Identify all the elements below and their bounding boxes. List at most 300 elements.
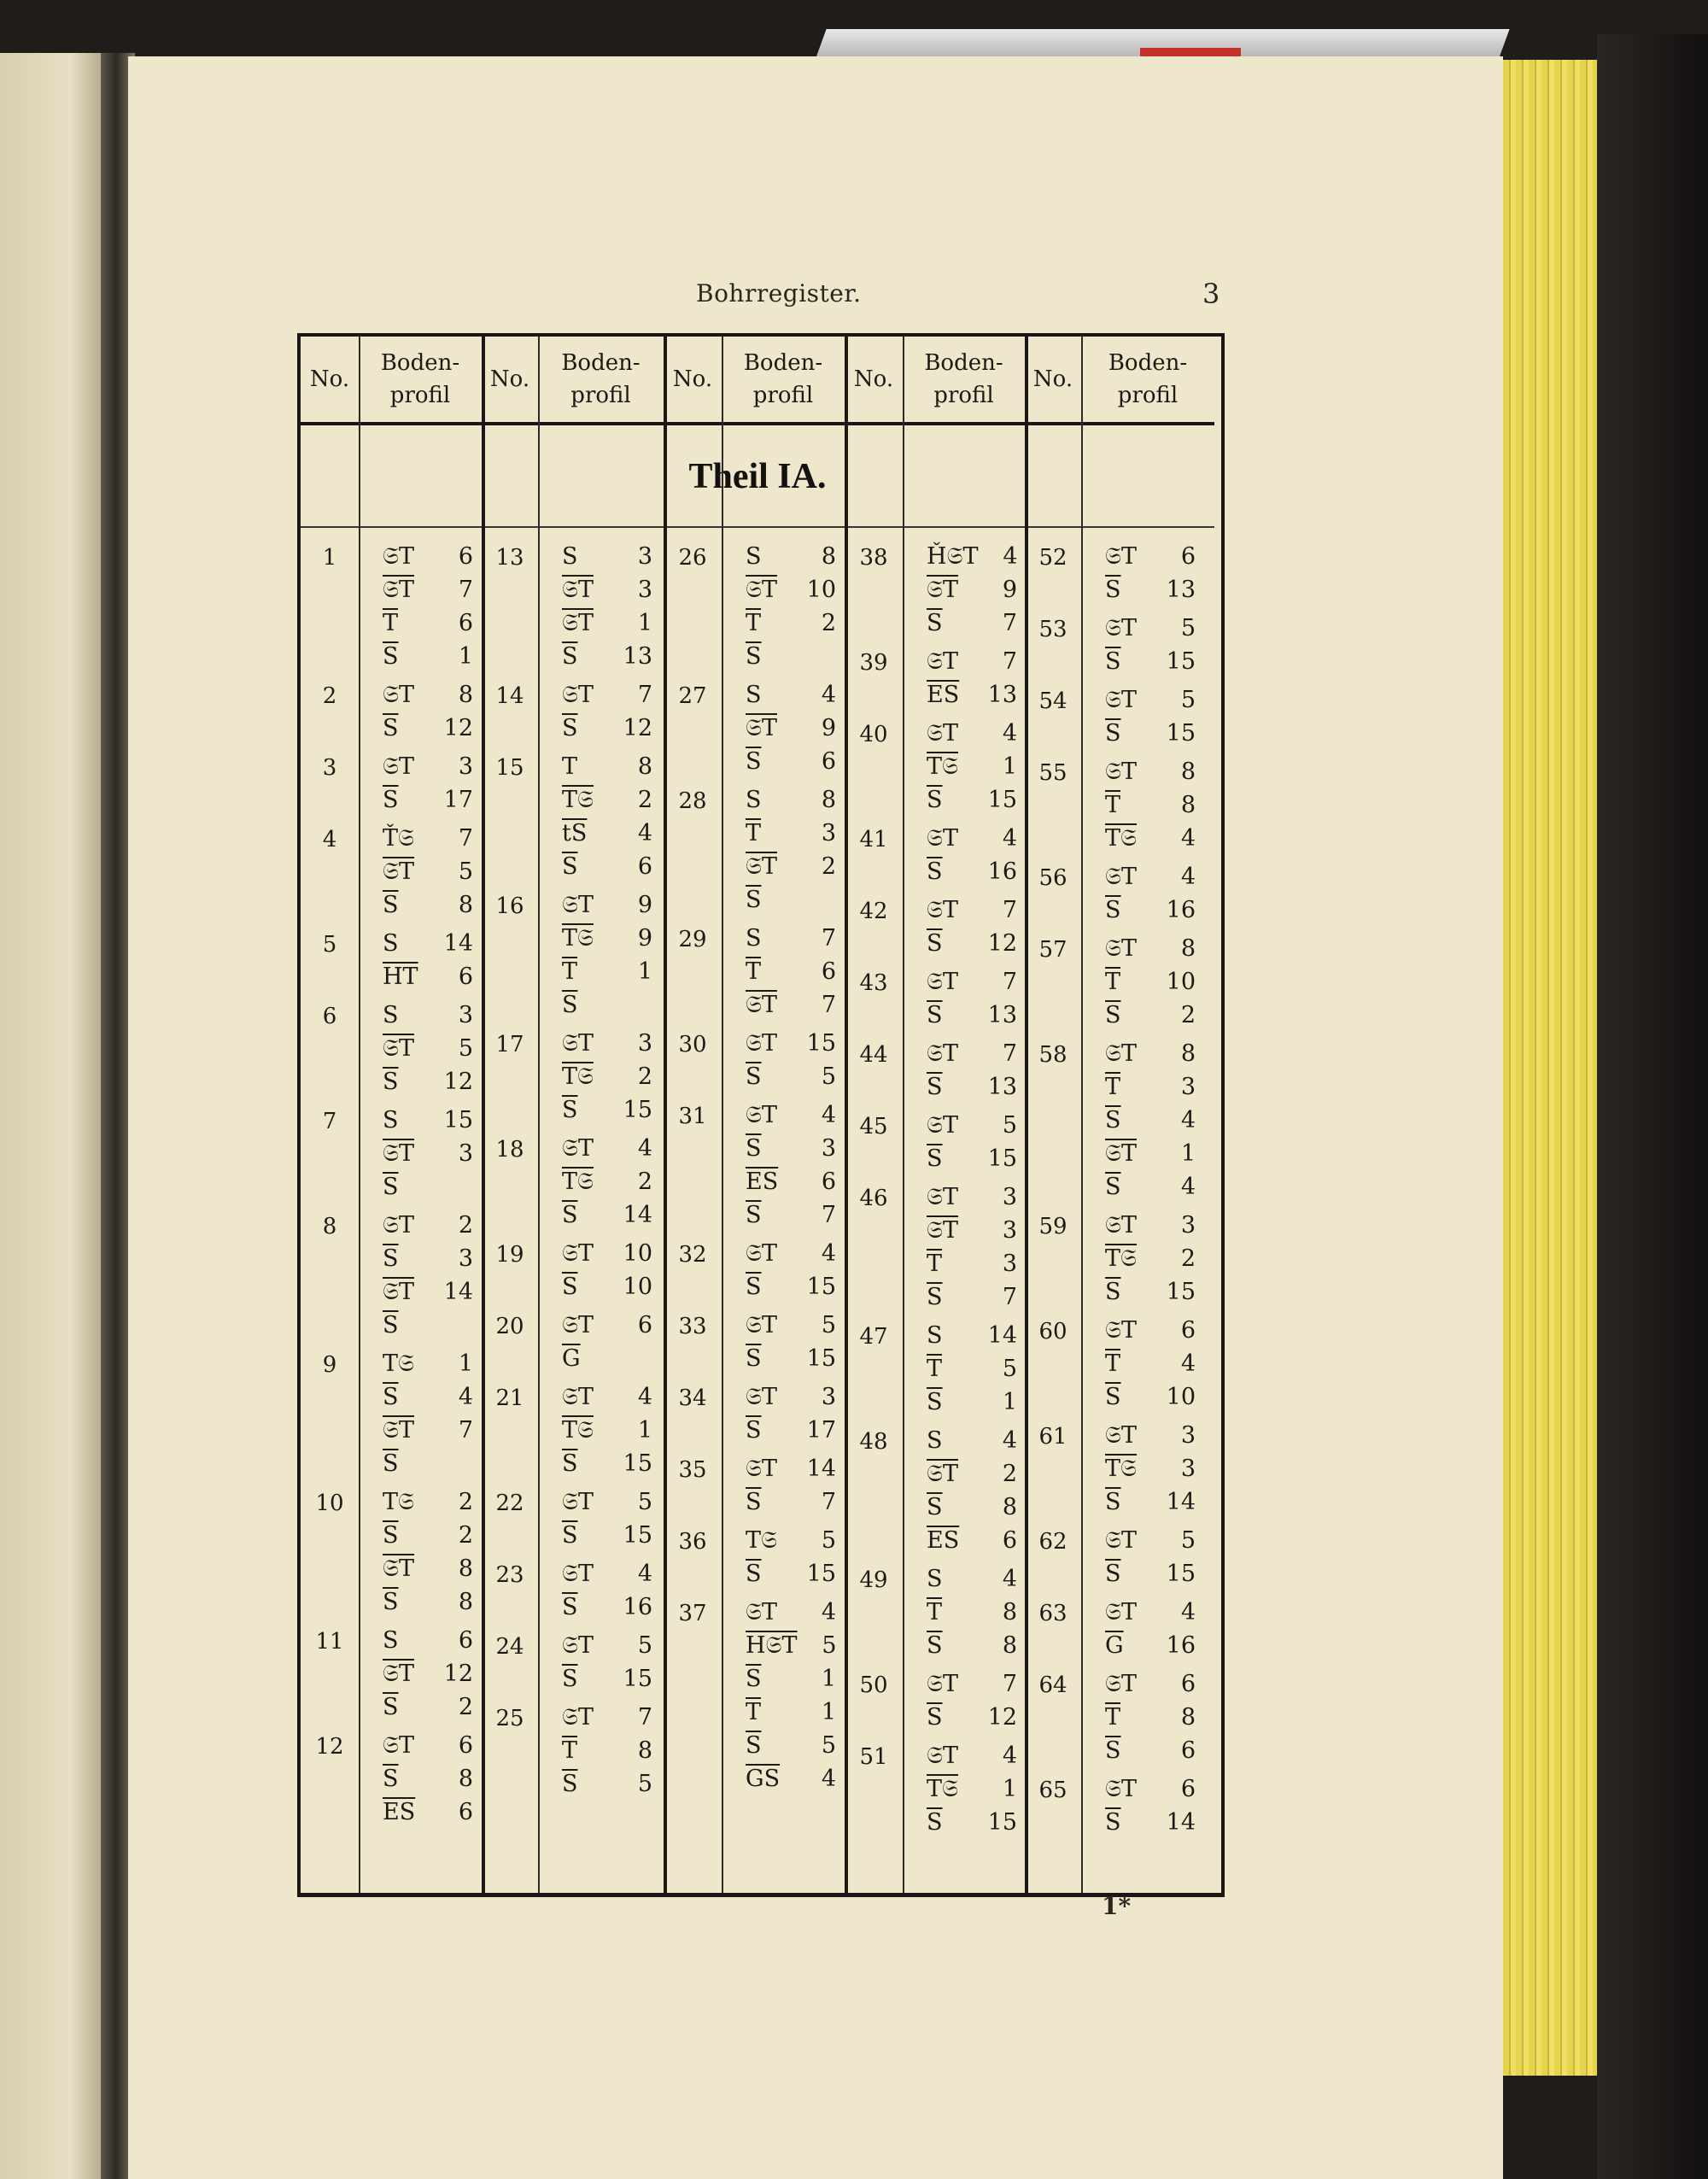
layer-code: $\overline{S}$ (927, 787, 943, 813)
profile-layer (746, 1167, 836, 1198)
profile-layer (383, 752, 473, 782)
profile-layer (383, 1520, 473, 1551)
header-bodenprofil: Boden- profil (561, 350, 640, 408)
layer-thickness: 3 (1180, 1422, 1196, 1449)
layer-code: 𝔖T (383, 1212, 414, 1239)
profile-layer (927, 1144, 1017, 1174)
layer-thickness: 8 (821, 787, 836, 813)
profile-layer (1105, 1277, 1196, 1308)
profile-layer (746, 1664, 836, 1695)
layer-code: $\overline{S}$ (1105, 577, 1121, 603)
profile-layer (1105, 613, 1196, 644)
subcolumn-divider (1081, 337, 1083, 1893)
layer-code: S (383, 1627, 399, 1654)
profile-layer (746, 1487, 836, 1518)
layer-code: $\overline{T}$ (746, 610, 762, 636)
profile-layer (1105, 1487, 1196, 1518)
layer-thickness: 5 (458, 858, 473, 885)
layer-thickness: 6 (458, 1799, 473, 1825)
profile-layer (746, 747, 836, 777)
layer-thickness: 8 (1180, 1040, 1196, 1067)
boring-number: 49 (859, 1567, 888, 1593)
boring-number: 20 (495, 1314, 524, 1339)
profile-layer (927, 752, 1017, 782)
layer-code: 𝔖T (927, 1040, 958, 1067)
layer-thickness: 4 (1180, 825, 1196, 852)
layer-code: T𝔖 (383, 1350, 414, 1377)
layer-code: $\overline{S}$ (927, 1145, 943, 1172)
layer-thickness: 8 (1002, 1494, 1017, 1520)
profile-layer (1105, 1382, 1196, 1413)
boring-number: 2 (322, 683, 337, 709)
layer-thickness: 5 (821, 1732, 836, 1759)
profile-layer (562, 1702, 652, 1733)
profile-layer (383, 1554, 473, 1584)
profile-layer (383, 713, 473, 744)
layer-code: S (383, 930, 399, 957)
boring-number: 10 (315, 1491, 344, 1516)
profile-layer (927, 1039, 1017, 1069)
layer-code: $\overline{S}$ (562, 1771, 578, 1797)
profile-layer (746, 1200, 836, 1231)
profile-layer (927, 608, 1017, 639)
profile-layer (1105, 1172, 1196, 1203)
layer-code: $\overline{S}$ (383, 1245, 399, 1272)
left-page (0, 53, 101, 2179)
layer-thickness: 12 (987, 1704, 1017, 1731)
layer-thickness: 15 (987, 787, 1017, 813)
layer-thickness: 2 (637, 1063, 652, 1090)
boring-number: 16 (495, 893, 524, 919)
layer-thickness: 2 (458, 1489, 473, 1515)
layer-code: T𝔖 (746, 1527, 777, 1554)
layer-code: $\overline{S}$ (383, 1312, 399, 1338)
layer-code: $\overline{S}$ (383, 1589, 399, 1615)
layer-thickness: 5 (458, 1035, 473, 1062)
layer-thickness: 7 (1002, 1284, 1017, 1310)
profile-layer (927, 1110, 1017, 1141)
boring-number: 53 (1038, 617, 1068, 642)
layer-code: $\overline{S}$ (746, 748, 762, 775)
profile-layer (383, 1449, 473, 1479)
layer-code: $\overline{S}$ (383, 1522, 399, 1549)
layer-code: $\overline{S}$ (562, 1594, 578, 1620)
profile-layer (562, 1095, 652, 1126)
profile-layer (746, 852, 836, 882)
layer-code: $\overline{S}$ (927, 1002, 943, 1028)
layer-thickness (439, 1310, 473, 1341)
layer-thickness: 3 (637, 1030, 652, 1057)
layer-code: T𝔖 (1105, 1245, 1137, 1272)
profile-layer (746, 818, 836, 849)
profile-layer (927, 1354, 1017, 1385)
layer-thickness: 2 (458, 1522, 473, 1549)
layer-code: $\overline{GS}$ (746, 1766, 781, 1792)
layer-code: $\overline{T}$ (1105, 1074, 1121, 1100)
layer-thickness: 17 (443, 787, 473, 813)
layer-thickness: 9 (1002, 577, 1017, 603)
layer-thickness: 4 (821, 1240, 836, 1267)
layer-code: $\overline{S}$ (1105, 1809, 1121, 1836)
layer-thickness: 7 (821, 1489, 836, 1515)
layer-thickness: 5 (1180, 687, 1196, 713)
layer-thickness: 3 (821, 1135, 836, 1162)
layer-thickness: 15 (1166, 648, 1196, 675)
layer-thickness: 15 (806, 1274, 836, 1300)
profile-layer (383, 823, 473, 854)
subcolumn-divider (903, 337, 904, 1893)
profile-layer (746, 1731, 836, 1761)
layer-code: 𝔖T (927, 1112, 958, 1139)
profile-layer (383, 1172, 473, 1203)
layer-code: T𝔖 (1105, 1456, 1137, 1482)
layer-code: $\overline{S}$ (1105, 1561, 1121, 1587)
header-bodenprofil: Boden- profil (380, 350, 460, 408)
profile-layer (746, 1133, 836, 1164)
layer-thickness: 4 (821, 1766, 836, 1792)
layer-thickness: 4 (1002, 720, 1017, 747)
profile-layer (746, 1272, 836, 1303)
layer-thickness: 14 (443, 1279, 473, 1305)
layer-thickness: 7 (1002, 648, 1017, 675)
layer-code: T𝔖 (562, 1063, 594, 1090)
layer-code: $\overline{S}$ (746, 1274, 762, 1300)
layer-code: $\overline{T}$ (562, 958, 578, 985)
layer-code: $\overline{S}$ (562, 643, 578, 670)
layer-thickness: 6 (458, 1732, 473, 1759)
layer-code: $\overline{S}$ (927, 858, 943, 885)
profile-layer (383, 1415, 473, 1446)
profile-layer (746, 1454, 836, 1485)
layer-code: 𝔖T (1105, 1599, 1137, 1625)
header-no: No. (853, 366, 894, 392)
layer-thickness: 7 (1002, 969, 1017, 995)
layer-code: $\overline{S}$ (746, 1135, 762, 1162)
profile-layer (746, 957, 836, 987)
profile-layer (562, 1487, 652, 1518)
layer-thickness: 15 (623, 1097, 652, 1123)
layer-code: $\overline{T}$ (383, 610, 399, 636)
layer-code: $\overline{S}$ (383, 715, 399, 741)
layer-thickness: 8 (458, 682, 473, 708)
layer-thickness (802, 641, 836, 672)
profile-layer (562, 1449, 652, 1479)
layer-code: 𝔖T (1105, 1317, 1137, 1344)
profile-layer (927, 1249, 1017, 1280)
layer-code: 𝔖T (383, 858, 414, 885)
layer-thickness: 13 (1166, 577, 1196, 603)
layer-code: 𝔖T (562, 1312, 594, 1338)
layer-code: 𝔖T (927, 577, 958, 603)
layer-thickness: 8 (1002, 1599, 1017, 1625)
layer-thickness: 3 (1180, 1212, 1196, 1239)
profile-layer (746, 713, 836, 744)
profile-layer (383, 1731, 473, 1761)
layer-code: $\overline{S}$ (927, 610, 943, 636)
layer-code: $\overline{S}$ (927, 1284, 943, 1310)
layer-thickness: 14 (1166, 1489, 1196, 1515)
layer-code: 𝔖T (746, 1456, 777, 1482)
layer-thickness: 8 (1180, 935, 1196, 962)
profile-layer (383, 857, 473, 887)
profile-layer (562, 923, 652, 954)
layer-thickness: 10 (1166, 969, 1196, 995)
profile-layer (383, 962, 473, 993)
layer-code: $\overline{S}$ (746, 643, 762, 670)
profile-layer (562, 1382, 652, 1413)
layer-thickness: 2 (458, 1212, 473, 1239)
layer-thickness: 4 (1180, 864, 1196, 890)
layer-code: $\overline{S}$ (383, 892, 399, 918)
layer-thickness: 3 (637, 543, 652, 570)
profile-layer (927, 1492, 1017, 1523)
profile-layer (927, 967, 1017, 998)
boring-number: 7 (322, 1109, 337, 1134)
profile-layer (927, 718, 1017, 749)
profile-layer (383, 1210, 473, 1241)
boring-number: 48 (859, 1429, 888, 1455)
layer-code: 𝔖T (746, 715, 777, 741)
layer-thickness: 16 (1166, 897, 1196, 923)
layer-thickness: 13 (987, 1074, 1017, 1100)
layer-thickness: 6 (1180, 1317, 1196, 1344)
profile-layer (383, 1000, 473, 1031)
profile-layer (746, 641, 836, 672)
section-rule (301, 526, 1214, 528)
profile-layer (1105, 895, 1196, 926)
profile-layer (1105, 934, 1196, 964)
profile-layer (927, 1526, 1017, 1556)
layer-code: 𝔖T (562, 1489, 594, 1515)
layer-thickness: 2 (637, 787, 652, 813)
layer-thickness: 15 (806, 1561, 836, 1587)
profile-layer (562, 1239, 652, 1269)
layer-code: $\overline{T}$ (746, 958, 762, 985)
profile-layer (1105, 1597, 1196, 1628)
boring-number: 30 (678, 1032, 707, 1057)
layer-thickness: 12 (443, 715, 473, 741)
boring-number: 63 (1038, 1601, 1068, 1626)
layer-thickness: 7 (637, 682, 652, 708)
layer-thickness: 16 (623, 1594, 652, 1620)
profile-layer (562, 1062, 652, 1092)
layer-thickness: 7 (821, 992, 836, 1018)
layer-code: 𝔖T (562, 1384, 594, 1410)
layer-thickness: 6 (821, 958, 836, 985)
profile-layer (1105, 1244, 1196, 1274)
layer-code: $\overline{S}$ (562, 992, 578, 1018)
layer-code: $\overline{S}$ (383, 1174, 399, 1200)
layer-code: 𝔖T (1105, 615, 1137, 641)
layer-thickness: 5 (821, 1312, 836, 1338)
boring-number: 21 (495, 1385, 524, 1411)
layer-thickness: 7 (1002, 1040, 1017, 1067)
layer-code: 𝔖T (383, 682, 414, 708)
boring-number: 50 (859, 1672, 888, 1698)
profile-layer (562, 1344, 652, 1374)
header-bodenprofil: Boden- profil (924, 350, 1003, 408)
layer-thickness (439, 1449, 473, 1479)
boring-number: 35 (678, 1457, 707, 1483)
boring-number: 39 (859, 650, 888, 676)
layer-thickness: 8 (458, 1766, 473, 1792)
page-number: 3 (1202, 278, 1220, 310)
layer-code: S (746, 787, 762, 813)
profile-layer (1105, 1559, 1196, 1590)
layer-code: $\overline{S}$ (927, 1494, 943, 1520)
running-title: Bohrregister. (696, 279, 862, 308)
layer-code: 𝔖T (927, 648, 958, 675)
profile-layer (1105, 1669, 1196, 1700)
profile-layer (927, 1564, 1017, 1595)
layer-thickness: 5 (1180, 1527, 1196, 1554)
profile-layer (927, 1631, 1017, 1661)
profile-layer (383, 1067, 473, 1098)
profile-layer (562, 785, 652, 816)
profile-layer (927, 575, 1017, 606)
layer-thickness: 7 (458, 1417, 473, 1444)
layer-code: $\overline{S}$ (746, 1666, 762, 1692)
profile-layer (562, 608, 652, 639)
layer-thickness: 15 (443, 1107, 473, 1133)
profile-layer (562, 680, 652, 711)
boring-number: 32 (678, 1242, 707, 1268)
layer-thickness: 4 (1002, 1427, 1017, 1454)
layer-code: 𝔖T (746, 1599, 777, 1625)
layer-code: $\overline{T}$ (927, 1251, 943, 1277)
layer-thickness: 4 (1180, 1599, 1196, 1625)
layer-thickness: 8 (1002, 1632, 1017, 1659)
boring-number: 51 (859, 1744, 888, 1770)
layer-thickness: 6 (458, 543, 473, 570)
layer-thickness: 2 (1180, 1245, 1196, 1272)
layer-code: T𝔖 (562, 925, 594, 952)
boring-number: 22 (495, 1491, 524, 1516)
layer-thickness (618, 990, 652, 1021)
layer-code: Ȟ𝔖T (927, 543, 979, 570)
profile-layer (383, 575, 473, 606)
layer-thickness: 6 (637, 1312, 652, 1338)
layer-thickness: 6 (1002, 1527, 1017, 1554)
profile-layer (562, 1664, 652, 1695)
profile-layer (927, 1215, 1017, 1246)
layer-thickness (439, 1172, 473, 1203)
boring-number: 61 (1038, 1424, 1068, 1450)
layer-code: 𝔖T (1105, 1212, 1137, 1239)
layer-thickness: 14 (443, 930, 473, 957)
layer-thickness: 3 (1002, 1217, 1017, 1244)
profile-layer (383, 1487, 473, 1518)
layer-code: 𝔖T (1105, 1527, 1137, 1554)
layer-thickness: 2 (821, 853, 836, 880)
layer-thickness: 5 (1002, 1112, 1017, 1139)
boring-number: 1 (322, 545, 337, 571)
layer-code: $\overline{ES}$ (383, 1799, 416, 1825)
register-table (297, 333, 1225, 1897)
layer-thickness: 2 (637, 1169, 652, 1195)
layer-thickness: 5 (1002, 1356, 1017, 1382)
layer-thickness: 13 (623, 643, 652, 670)
layer-code: $\overline{S}$ (562, 1202, 578, 1228)
layer-code: 𝔖T (383, 1732, 414, 1759)
profile-layer (746, 608, 836, 639)
layer-code: 𝔖T (562, 1240, 594, 1267)
layer-code: $\overline{ES}$ (927, 682, 960, 708)
layer-thickness: 15 (623, 1450, 652, 1477)
profile-layer (927, 857, 1017, 887)
layer-thickness: 7 (1002, 897, 1017, 923)
layer-code: 𝔖T (1105, 687, 1137, 713)
boring-number: 58 (1038, 1042, 1068, 1068)
profile-layer (746, 1100, 836, 1131)
layer-thickness: 1 (1002, 1389, 1017, 1415)
layer-thickness: 14 (806, 1456, 836, 1482)
book-cover (1597, 34, 1708, 2179)
boring-number: 4 (322, 827, 337, 852)
layer-thickness: 3 (1002, 1184, 1017, 1210)
profile-layer (746, 680, 836, 711)
layer-thickness: 4 (821, 1599, 836, 1625)
profile-layer (927, 1072, 1017, 1103)
layer-code: 𝔖T (383, 1417, 414, 1444)
profile-layer (1105, 575, 1196, 606)
layer-code: 𝔖T (1105, 1422, 1137, 1449)
layer-thickness: 3 (637, 577, 652, 603)
subcolumn-divider (722, 337, 723, 1893)
profile-layer (562, 1736, 652, 1766)
layer-code: $\overline{S}$ (1105, 648, 1121, 675)
layer-thickness: 10 (806, 577, 836, 603)
header-row (301, 337, 1214, 425)
profile-layer (1105, 1072, 1196, 1103)
profile-layer (383, 542, 473, 572)
profile-layer (1105, 1736, 1196, 1766)
layer-thickness: 1 (458, 643, 473, 670)
layer-code: 𝔖T (927, 1671, 958, 1697)
layer-code: 𝔖T (927, 969, 958, 995)
profile-layer (927, 1426, 1017, 1456)
boring-number: 46 (859, 1186, 888, 1211)
layer-thickness: 4 (1002, 1743, 1017, 1769)
layer-thickness: 15 (623, 1522, 652, 1549)
layer-thickness: 1 (821, 1699, 836, 1725)
layer-code: $\overline{S}$ (562, 1450, 578, 1477)
layer-thickness: 12 (443, 1661, 473, 1687)
layer-code: T𝔖 (562, 1417, 594, 1444)
layer-thickness: 16 (1166, 1632, 1196, 1659)
layer-thickness: 3 (821, 1384, 836, 1410)
layer-code: $\overline{S}$ (562, 1097, 578, 1123)
layer-thickness: 5 (637, 1771, 652, 1797)
layer-thickness: 4 (821, 1102, 836, 1128)
profile-layer (562, 752, 652, 782)
profile-layer (927, 1669, 1017, 1700)
boring-number: 65 (1038, 1778, 1068, 1803)
profile-layer (383, 785, 473, 816)
layer-thickness: 6 (458, 1627, 473, 1654)
profile-layer (383, 1277, 473, 1308)
profile-layer (383, 1797, 473, 1828)
boring-number: 33 (678, 1314, 707, 1339)
header-bodenprofil: Boden- profil (1108, 350, 1188, 408)
profile-layer (562, 542, 652, 572)
layer-thickness: 8 (821, 543, 836, 570)
layer-thickness: 14 (1166, 1809, 1196, 1836)
layer-code: T (562, 753, 578, 780)
layer-code: $\overline{T}$ (927, 1356, 943, 1382)
layer-code: 𝔖T (1105, 1040, 1137, 1067)
profile-layer (562, 957, 652, 987)
